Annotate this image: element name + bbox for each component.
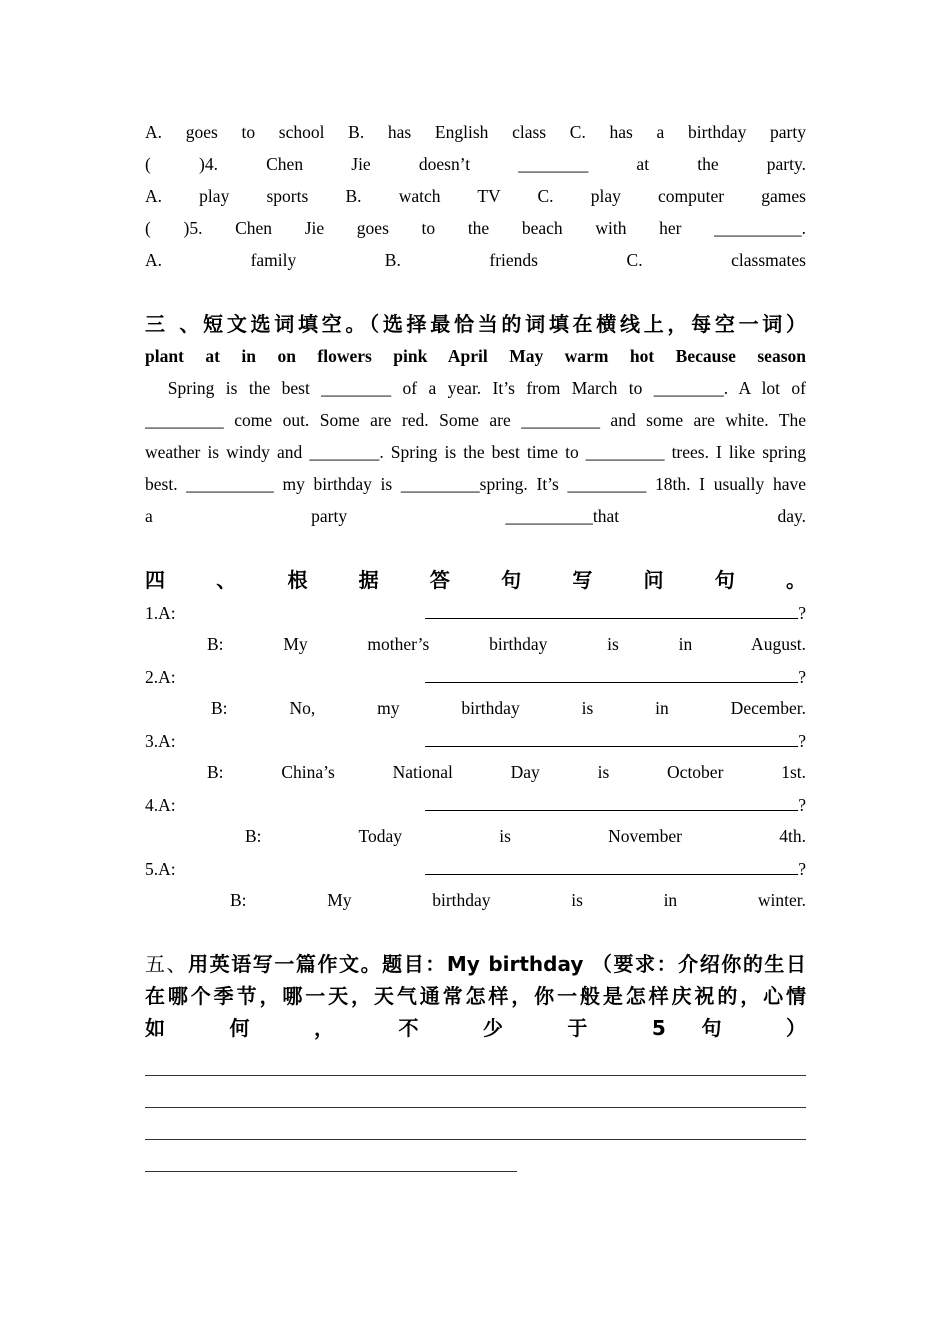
section5-title: 用英语写一篇作文。题目：My birthday （要求：介绍你的生日 — [188, 952, 806, 976]
answer-blank[interactable] — [425, 596, 798, 619]
section5-heading-line1 — [145, 948, 806, 980]
q4-options: A. play sports B. watch TV C. play computer games — [145, 186, 806, 206]
q5-options: A. family B. friends C. classmates — [145, 250, 806, 270]
question-mark: ? — [798, 731, 806, 751]
passage-line: weather is windy and ________. Spring is the best time to _________ trees. I like spring — [145, 442, 806, 462]
word-bank: plant at in on flowers pink April May warm hot Because season — [145, 346, 806, 366]
section5-heading-line2: 在哪个季节，哪一天，天气通常怎样，你一般是怎样庆祝的，心情 — [145, 984, 806, 1008]
question-mark: ? — [798, 667, 806, 687]
answer-sentence: B: My birthday is in winter. — [230, 890, 806, 910]
answer-sentence: B: China’s National Day is October 1st. — [207, 762, 806, 782]
q3-options: A. goes to school B. has English class C. has a birthday party — [145, 122, 806, 142]
passage-line: _________ come out. Some are red. Some are _________ and some are white. The — [145, 410, 806, 430]
passage-line: best. __________ my birthday is _________spring. It’s _________ 18th. I usually have — [145, 474, 806, 494]
question-number: 1.A: — [145, 603, 176, 623]
answer-blank[interactable] — [425, 852, 798, 875]
question-row — [145, 596, 806, 628]
writing-line[interactable] — [145, 1140, 517, 1172]
question-4: ( )4. Chen Jie doesn’t ________ at the party. — [145, 154, 806, 174]
answer-blank[interactable] — [425, 660, 798, 683]
question-row — [145, 788, 806, 820]
answer-sentence: B: No, my birthday is in December. — [211, 698, 806, 718]
answer-blank[interactable] — [425, 788, 798, 811]
section4-heading: 四 、 根 据 答 句 写 问 句 。 — [145, 568, 806, 592]
question-row — [145, 852, 806, 884]
passage-line: a party __________that day. — [145, 506, 806, 526]
section5-prefix: 五、 — [145, 954, 189, 976]
question-5: ( )5. Chen Jie goes to the beach with her __________. — [145, 218, 806, 238]
answer-sentence: B: Today is November 4th. — [245, 826, 806, 846]
question-number: 4.A: — [145, 795, 176, 815]
answer-sentence: B: My mother’s birthday is in August. — [207, 634, 806, 654]
question-number: 2.A: — [145, 667, 176, 687]
question-row — [145, 660, 806, 692]
question-mark: ? — [798, 603, 806, 623]
answer-blank[interactable] — [425, 724, 798, 747]
question-row — [145, 724, 806, 756]
passage-line: Spring is the best ________ of a year. It’s from March to ________. A lot of — [145, 378, 806, 398]
section3-heading: 三 、短文选词填空。（选择最恰当的词填在横线上，每空一词） — [145, 312, 806, 336]
question-number: 5.A: — [145, 859, 176, 879]
question-mark: ? — [798, 859, 806, 879]
writing-line[interactable] — [145, 1108, 806, 1140]
question-mark: ? — [798, 795, 806, 815]
writing-line[interactable] — [145, 1044, 806, 1076]
question-number: 3.A: — [145, 731, 176, 751]
worksheet-page — [145, 116, 806, 1172]
writing-line[interactable] — [145, 1076, 806, 1108]
section5-heading-line3: 如 何 ， 不 少 于 5 句 ） — [145, 1016, 806, 1040]
